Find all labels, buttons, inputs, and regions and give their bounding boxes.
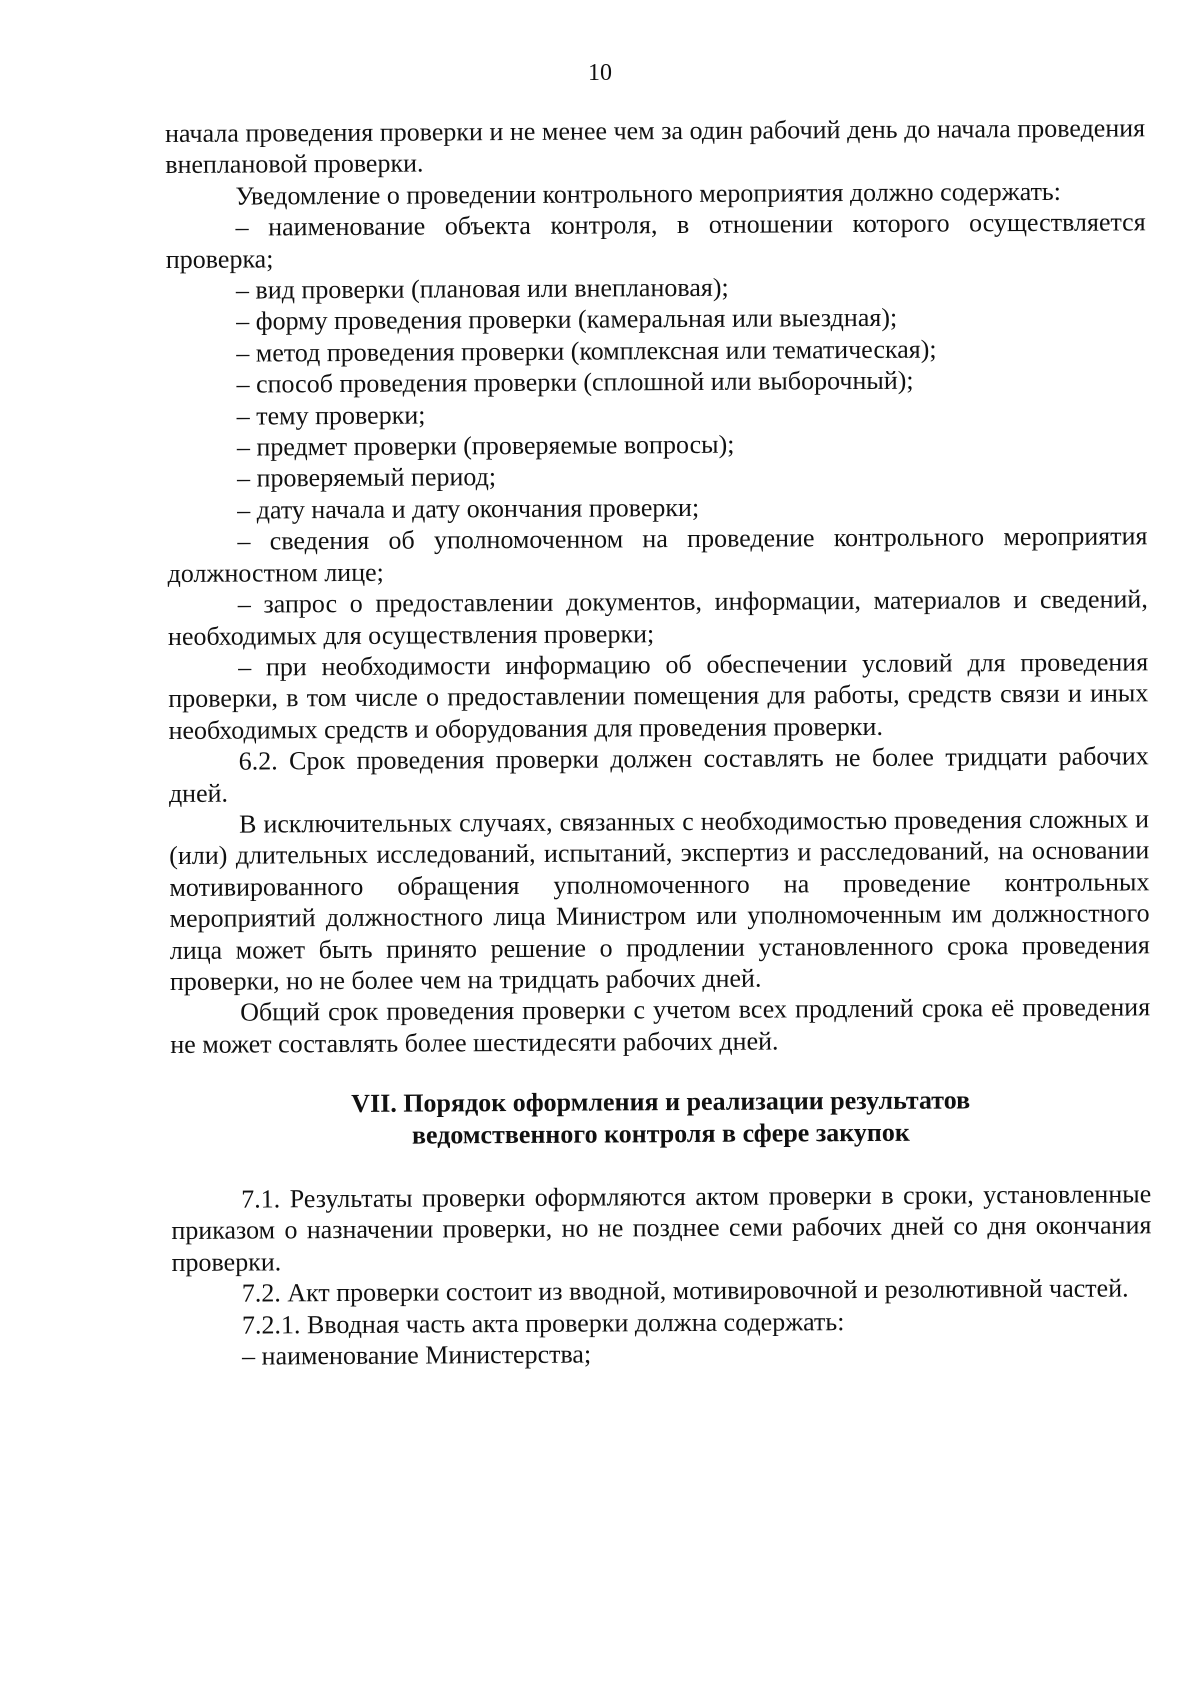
section-heading-line: VII. Порядок оформления и реализации результатов: [351, 1085, 971, 1119]
paragraph: начала проведения проверки и не менее чем за один рабочий день до начала проведения внеплановой проверки.: [165, 113, 1146, 180]
paragraph: В исключительных случаях, связанных с необходимостью проведения сложных и (или) длительных исследований, испытаний, экспертиз и расследований, на основании мотивированного обращения уполномоченного на проведение контрольных мероприятий должностного лица Министром или уполномоченным им должностного лица может быть принято решение о продлении установленного срока проведения проверки, но не более чем на тридцать рабочих дней.: [169, 804, 1150, 996]
list-item: – предмет проверки (проверяемые вопросы);: [236, 429, 735, 462]
document-body: [165, 112, 1152, 1372]
paragraph: 7.2. Акт проверки состоит из вводной, мотивировочной и резолютивной частей.: [241, 1273, 1129, 1308]
list-item: – наименование Министерства;: [242, 1339, 592, 1371]
list-item: – проверяемый период;: [236, 462, 497, 494]
paragraph: 6.2. Срок проведения проверки должен составлять не более тридцати рабочих дней.: [168, 741, 1149, 808]
paragraph: Уведомление о проведении контрольного мероприятия должно содержать:: [235, 176, 1062, 211]
list-item: – наименование объекта контроля, в отношении которого осуществляется проверка;: [165, 207, 1146, 274]
section-heading: [171, 1084, 1151, 1152]
list-item: – при необходимости информацию об обеспечении условий для проведения проверки, в том числе о предоставлении помещения для работы, средств связи и иных необходимых средств и оборудования для проведения проверки.: [168, 647, 1149, 745]
section-heading-line: ведомственного контроля в сфере закупок: [411, 1117, 910, 1150]
list-item: – метод проведения проверки (комплексная или тематическая);: [236, 334, 937, 368]
list-item: – форму проведения проверки (камеральная или выездная);: [236, 303, 898, 337]
list-item: – тему проверки;: [236, 400, 426, 431]
list-item: – сведения об уполномоченном на проведение контрольного мероприятия должностном лице;: [167, 521, 1148, 588]
paragraph: Общий срок проведения проверки с учетом всех продлений срока её проведения не может составлять более шестидесяти рабочих дней.: [170, 992, 1151, 1059]
list-item: – дату начала и дату окончания проверки;: [237, 492, 700, 525]
list-item: – способ проведения проверки (сплошной или выборочный);: [236, 365, 914, 399]
paragraph: 7.1. Результаты проверки оформляются актом проверки в сроки, установленные приказом о назначении проверки, но не позднее семи рабочих дней со дня окончания проверки.: [171, 1179, 1152, 1277]
list-item: – запрос о предоставлении документов, информации, материалов и сведений, необходимых для осуществления проверки;: [167, 584, 1148, 651]
page-number: 10: [588, 60, 612, 86]
paragraph: 7.2.1. Вводная часть акта проверки должна содержать:: [241, 1306, 845, 1340]
list-item: – вид проверки (плановая или внеплановая);: [235, 272, 729, 305]
